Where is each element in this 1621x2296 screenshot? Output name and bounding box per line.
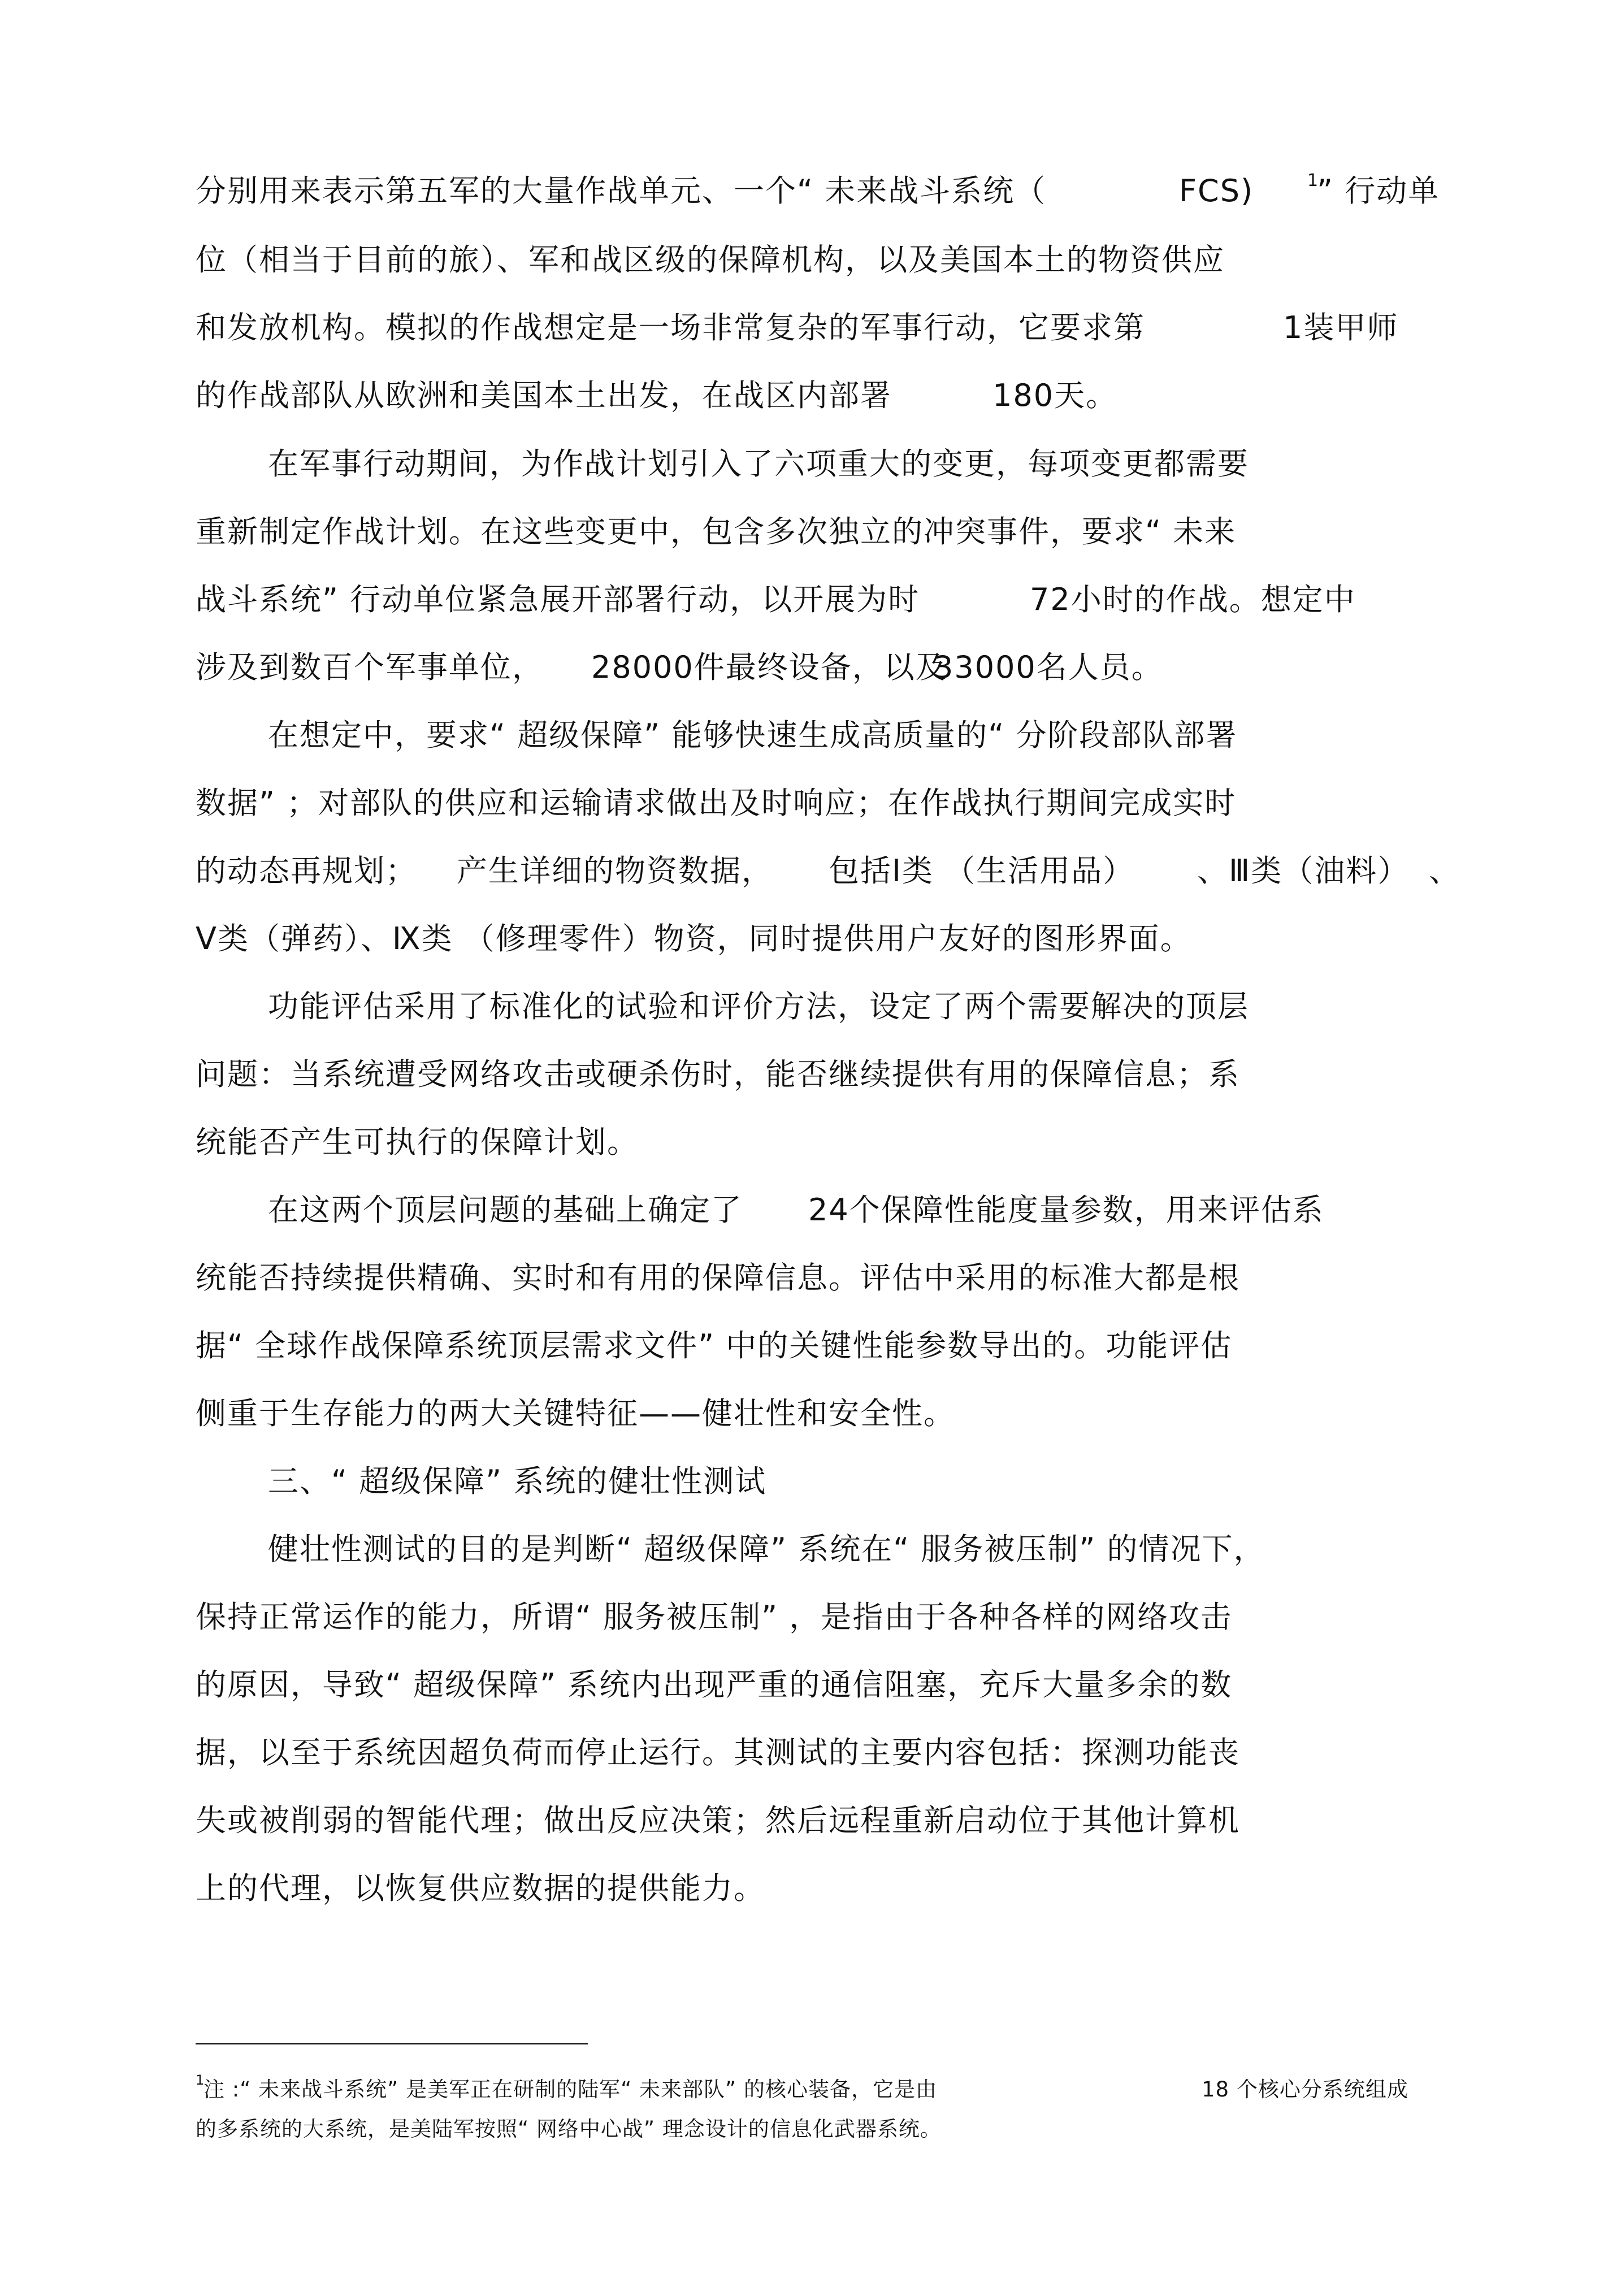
section-heading: 三、“ 超级保障” 系统的健壮性测试 bbox=[268, 1463, 767, 1499]
body-line-1b: FCS) bbox=[1179, 173, 1254, 209]
body-line-23: 的原因，导致“ 超级保障” 系统内出现严重的通信阻塞，充斥大量多余的数 bbox=[196, 1667, 1233, 1702]
body-line-22: 保持正常运作的能力，所谓“ 服务被压制” ，是指由于各种各样的网络攻击 bbox=[196, 1599, 1233, 1635]
footnote-marker-1: 1 bbox=[1307, 171, 1319, 190]
body-line-11d: 、Ⅲ类（油料） bbox=[1197, 853, 1410, 889]
body-line-5: 在军事行动期间，为作战计划引入了六项重大的变更，每项变更都需要 bbox=[268, 446, 1249, 482]
footnote-line-1a: 注 :“ 未来战斗系统” 是美军正在研制的陆军“ 未来部队” 的核心装备，它是由 bbox=[203, 2077, 937, 2102]
body-line-1a: 分别用来表示第五军的大量作战单元、一个“ 未来战斗系统（ bbox=[196, 173, 1047, 209]
body-line-1c: ” 行动单 bbox=[1317, 173, 1440, 209]
body-line-9: 在想定中，要求“ 超级保障” 能够快速生成高质量的“ 分阶段部队部署 bbox=[268, 717, 1238, 753]
body-line-16b: 24个保障性能度量参数，用来评估系 bbox=[808, 1192, 1324, 1228]
body-line-3b: 1装甲师 bbox=[1283, 310, 1399, 345]
body-line-19: 侧重于生存能力的两大关键特征——健壮性和安全性。 bbox=[196, 1396, 955, 1431]
footnote-line-2: 的多系统的大系统，是美陆军按照“ 网络中心战” 理念设计的信息化武器系统。 bbox=[196, 2117, 942, 2141]
body-line-4b: 180天。 bbox=[992, 378, 1118, 413]
body-line-17: 统能否持续提供精确、实时和有用的保障信息。评估中采用的标准大都是根 bbox=[196, 1260, 1240, 1296]
body-line-8c: 33000名人员。 bbox=[934, 649, 1163, 685]
body-line-26: 上的代理，以恢复供应数据的提供能力。 bbox=[196, 1870, 765, 1906]
body-line-24: 据，以至于系统因超负荷而停止运行。其测试的主要内容包括：探测功能丧 bbox=[196, 1735, 1240, 1770]
body-line-8b: 28000件最终设备，以及 bbox=[591, 649, 947, 685]
body-line-18: 据“ 全球作战保障系统顶层需求文件” 中的关键性能参数导出的。功能评估 bbox=[196, 1328, 1233, 1363]
body-line-14: 问题：当系统遭受网络攻击或硬杀伤时，能否继续提供有用的保障信息；系 bbox=[196, 1056, 1240, 1092]
body-line-8a: 涉及到数百个军事单位， bbox=[196, 649, 544, 685]
body-line-2: 位（相当于目前的旅）、军和战区级的保障机构，以及美国本土的物资供应 bbox=[196, 242, 1225, 278]
body-line-7b: 72小时的作战。想定中 bbox=[1030, 582, 1356, 617]
body-line-11b: 产生详细的物资数据， bbox=[457, 853, 773, 889]
footnote-line-1b: 18 个核心分系统组成 bbox=[1202, 2077, 1408, 2102]
body-line-3a: 和发放机构。模拟的作战想定是一场非常复杂的军事行动，它要求第 bbox=[196, 310, 1145, 345]
body-line-11e: 、 bbox=[1429, 853, 1460, 889]
body-line-13: 功能评估采用了标准化的试验和评价方法，设定了两个需要解决的顶层 bbox=[268, 989, 1249, 1024]
body-line-7a: 战斗系统” 行动单位紧急展开部署行动，以开展为时 bbox=[196, 582, 920, 617]
body-line-6: 重新制定作战计划。在这些变更中，包含多次独立的冲突事件，要求“ 未来 bbox=[196, 514, 1237, 549]
footnote-number: 1 bbox=[196, 2072, 205, 2088]
body-line-21: 健壮性测试的目的是判断“ 超级保障” 系统在“ 服务被压制” 的情况下， bbox=[268, 1531, 1265, 1567]
body-line-12: Ⅴ类（弹药）、Ⅸ类 （修理零件）物资，同时提供用户友好的图形界面。 bbox=[196, 921, 1192, 956]
body-line-16a: 在这两个顶层问题的基础上确定了 bbox=[268, 1192, 743, 1228]
body-line-10: 数据” ；对部队的供应和运输请求做出及时响应；在作战执行期间完成实时 bbox=[196, 785, 1237, 821]
body-line-11a: 的动态再规划； bbox=[196, 853, 417, 889]
body-line-15: 统能否产生可执行的保障计划。 bbox=[196, 1124, 639, 1160]
footnote-divider bbox=[196, 2043, 588, 2044]
body-line-4a: 的作战部队从欧洲和美国本土出发，在战区内部署 bbox=[196, 378, 892, 413]
body-line-11c: 包括Ⅰ类 （生活用品） bbox=[829, 853, 1135, 889]
body-line-25: 失或被削弱的智能代理；做出反应决策；然后远程重新启动位于其他计算机 bbox=[196, 1803, 1240, 1838]
